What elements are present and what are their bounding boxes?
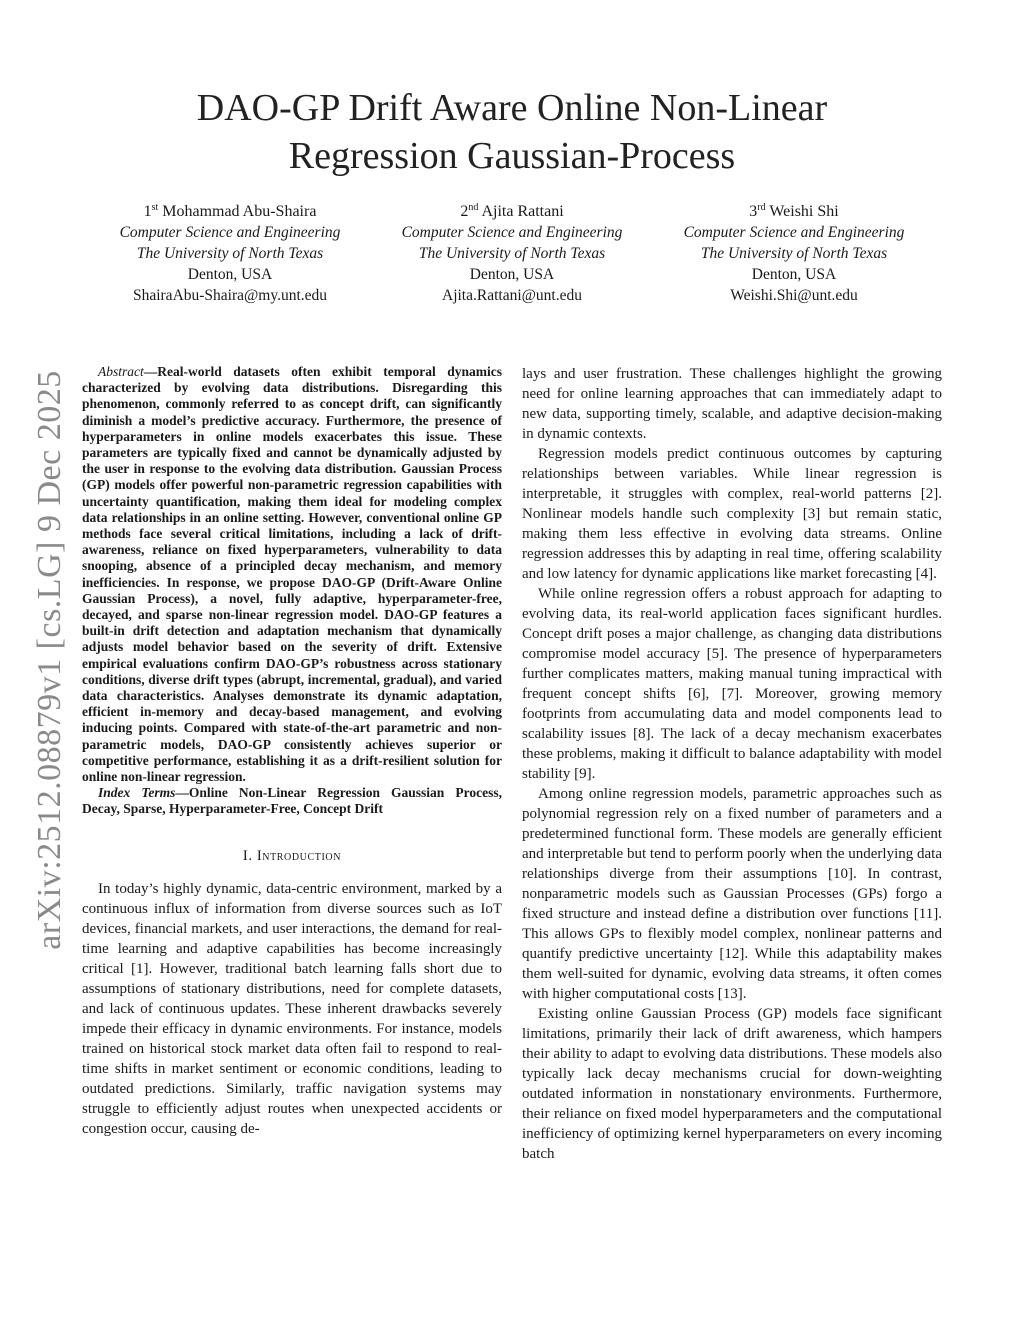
author-block: [90, 201, 934, 306]
author-university: The University of North Texas: [136, 245, 324, 262]
author-university: The University of North Texas: [418, 245, 606, 262]
author-location: Denton, USA: [469, 266, 555, 283]
author-email[interactable]: Weishi.Shi@unt.edu: [730, 287, 858, 304]
author-department: Computer Science and Engineering: [683, 224, 905, 241]
paragraph: In today’s highly dynamic, data-centric environment, marked by a continuous influx of information from diverse sources such as IoT devices, financial markets, and user interactions, the demand for real-time learning and adaptive capabilities has become increasingly critical [1]. However, traditional batch learning falls short due to assumptions of stationary distributions, need for complete datasets, and lack of continuous updates. These inherent drawbacks severely impede their efficacy in dynamic environments. For instance, models trained on historical stock market data often fail to respond to real-time shifts in market sentiment or economic conditions, leading to outdated predictions. Similarly, traffic navigation systems may struggle to efficiently adjust routes when unexpected accidents or congestion occur, causing de-: [82, 880, 502, 1137]
paragraph: While online regression offers a robust approach for adapting to evolving data, its real-world application faces significant hurdles. Concept drift poses a major challenge, as changing data distributions compromise model accuracy [5]. The presence of hyperparameters further complicates matters, making manual tuning impractical with frequent concept shifts [6], [7]. Moreover, growing memory footprints from accumulating data and model components lead to scalability issues [8]. The lack of a decay mechanism exacerbates these problems, making it difficult to balance adaptability with model stability [9].: [522, 586, 942, 782]
author-email[interactable]: Ajita.Rattani@unt.edu: [442, 287, 582, 304]
paper-title: [80, 84, 944, 180]
paragraph-continuation: lays and user frustration. These challenges highlight the growing need for online learning approaches that can immediately adapt to new data, supporting timely, scalable, and adaptive decision-making in dynamic contexts.: [522, 366, 942, 442]
author-name: 1st Mohammad Abu-Shaira: [143, 202, 317, 220]
paragraph: Existing online Gaussian Process (GP) models face significant limitations, primarily their lack of drift awareness, which hampers their ability to adapt to evolving data distributions. These models also typically lack decay mechanisms crucial for down-weighting outdated information in nonstationary environments. Furthermore, their reliance on fixed model hyperparameters and the computational inefficiency of optimizing kernel hyperparameters on every incoming batch: [522, 1006, 942, 1162]
author-name: 2nd Ajita Rattani: [460, 202, 564, 220]
author-email[interactable]: ShairaAbu-Shaira@my.unt.edu: [132, 287, 328, 304]
abstract-label: Abstract: [98, 364, 144, 379]
right-column: [522, 364, 942, 1164]
index-terms: Index Terms—Online Non-Linear Regression Gaussian Process, Decay, Sparse, Hyperparameter-Free, Concept Drift: [82, 785, 502, 817]
paragraph: Regression models predict continuous outcomes by capturing relationships between variables. While linear regression is interpretable, it struggles with complex, real-world patterns [2]. Nonlinear models handle such complexity [3] but remain static, making them less effective in evolving data streams. Online regression addresses this by adapting in real time, offering scalability and low latency for dynamic applications like market forecasting [4].: [522, 446, 942, 582]
abstract: Abstract—Real-world datasets often exhibit temporal dynamics characterized by evolving data distributions. Disregarding this phenomenon, commonly referred to as concept drift, can significantly diminish a model’s predictive accuracy. Furthermore, the presence of hyperparameters in online models exacerbates this issue. These parameters are typically fixed and cannot be dynamically adjusted by the user in response to the evolving data distribution. Gaussian Process (GP) models offer powerful non-parametric regression capabilities with uncertainty quantification, making them ideal for modeling complex data relationships in an online setting. However, conventional online GP methods face several critical limitations, including a lack of drift-awareness, reliance on fixed hyperparameters, vulnerability to data snooping, absence of a principled decay mechanism, and memory inefficiencies. In response, we propose DAO-GP (Drift-Aware Online Gaussian Process), a novel, fully adaptive, hyperparameter-free, decayed, and sparse non-linear regression model. DAO-GP features a built-in drift detection and adaptation mechanism that dynamically adjusts model behavior based on the severity of drift. Extensive empirical evaluations confirm DAO-GP’s robustness across stationary conditions, diverse drift types (abrupt, incremental, gradual), and varied data characteristics. Analyses demonstrate its dynamic adaptation, efficient in-memory and decay-based management, and evolving inducing points. Compared with state-of-the-art parametric and non-parametric models, DAO-GP consistently achieves superior or competitive performance, establishing it as a drift-resilient solution for online non-linear regression.: [82, 364, 502, 785]
index-terms-text: Online Non-Linear Regression Gaussian Process, Decay, Sparse, Hyperparameter-Free, Concept Drift: [82, 785, 502, 817]
author-2: [372, 201, 652, 306]
paper-title-line-2: Regression Gaussian-Process: [288, 135, 736, 177]
author-3: [654, 201, 934, 306]
author-university: The University of North Texas: [700, 245, 888, 262]
arxiv-identifier-stamp: arXiv:2512.08879v1 [cs.LG] 9 Dec 2025: [31, 370, 68, 950]
author-location: Denton, USA: [751, 266, 837, 283]
left-column: [82, 364, 502, 1139]
author-name: 3rd Weishi Shi: [749, 202, 839, 220]
author-location: Denton, USA: [187, 266, 273, 283]
author-department: Computer Science and Engineering: [401, 224, 623, 241]
paragraph: Among online regression models, parametric approaches such as polynomial regression rely on a fixed number of parameters and a predetermined functional form. These models are generally efficient and interpretable but tend to perform poorly when the underlying data relationships diverge from their assumptions [10]. In contrast, nonparametric models such as Gaussian Processes (GPs) forgo a fixed structure and instead define a distribution over functions [11]. This allows GPs to flexibly model complex, nonlinear patterns and quantify predictive uncertainty [12]. While this adaptability makes them well-suited for dynamic, evolving data streams, it often comes with higher computational costs [13].: [522, 786, 942, 1002]
abstract-text: Real-world datasets often exhibit temporal dynamics characterized by evolving data distributions. Disregarding this phenomenon, commonly referred to as concept drift, can significantly diminish a model’s predictive accuracy. Furthermore, the presence of hyperparameters in online models exacerbates this issue. These parameters are typically fixed and cannot be dynamically adjusted by the user in response to the evolving data distribution. Gaussian Process (GP) models offer powerful non-parametric regression capabilities with uncertainty quantification, making them ideal for modeling complex data relationships in an online setting. However, conventional online GP methods face several critical limitations, including a lack of drift-awareness, reliance on fixed hyperparameters, vulnerability to data snooping, absence of a principled decay mechanism, and memory inefficiencies. In response, we propose DAO-GP (Drift-Aware Online Gaussian Process), a novel, fully adaptive, hyperparameter-free, decayed, and sparse non-linear regression model. DAO-GP features a built-in drift detection and adaptation mechanism that dynamically adjusts model behavior based on the severity of drift. Extensive empirical evaluations confirm DAO-GP’s robustness across stationary conditions, diverse drift types (abrupt, incremental, gradual), and varied data characteristics. Analyses demonstrate its dynamic adaptation, efficient in-memory and decay-based management, and evolving inducing points. Compared with state-of-the-art parametric and non-parametric models, DAO-GP consistently achieves superior or competitive performance, establishing it as a drift-resilient solution for online non-linear regression.: [82, 364, 502, 785]
author-1: [90, 201, 370, 306]
paper-title-line-1: DAO-GP Drift Aware Online Non-Linear: [196, 87, 828, 129]
section-heading-introduction: I. Introduction: [242, 847, 342, 864]
author-department: Computer Science and Engineering: [119, 224, 341, 241]
index-terms-label: Index Terms: [98, 785, 176, 801]
